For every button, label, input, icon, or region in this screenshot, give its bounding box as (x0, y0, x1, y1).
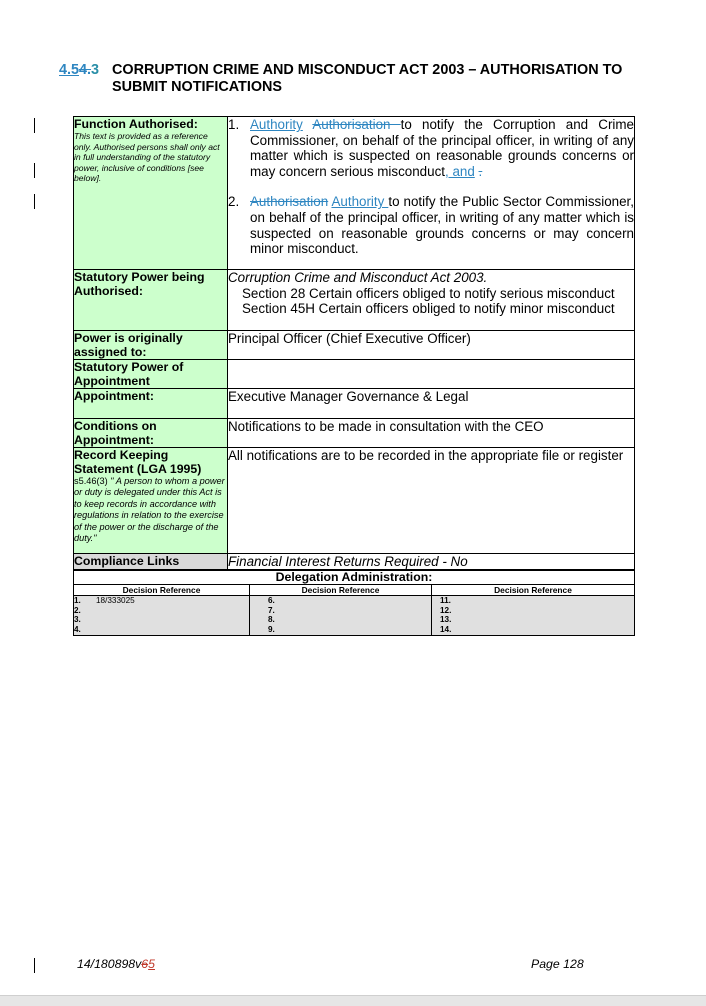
label-cell: Function Authorised: This text is provided as a reference only. Authorised persons shall only act in full understanding of the statutory power, inclusive of conditions [see below]. (74, 117, 228, 270)
page-bottom-strip (0, 995, 706, 1006)
row-statutory-power (74, 270, 635, 331)
change-bar (34, 118, 35, 133)
decision-column (432, 596, 635, 636)
admin-title: Delegation Administration: (74, 571, 635, 585)
list-item: 4. (74, 624, 81, 634)
list-item: 1. Authority Authorisation to notify the Corruption and Crime Commissioner, on behalf of the principal officer, in writing of any matter which is suspected on reasonable grounds concerns or may concern serious misconduct, and . (228, 117, 634, 179)
section-heading (59, 62, 649, 96)
row-appointment (74, 389, 635, 419)
label-cell: Power is originally assigned to: (74, 331, 228, 360)
decision-reference-header: Decision Reference (250, 585, 432, 596)
list-item: 1. 18/333025 (74, 596, 135, 605)
label-cell: Conditions on Appointment: (74, 419, 228, 448)
value-cell: Financial Interest Returns Required - No (228, 554, 635, 570)
section-number: 4.54.3 (59, 62, 100, 78)
label-cell: Compliance Links (74, 554, 228, 570)
list-item: 2. (74, 605, 81, 615)
decision-reference-header: Decision Reference (74, 585, 250, 596)
decision-column (74, 596, 250, 636)
value-cell: Principal Officer (Chief Executive Officer) (228, 331, 635, 360)
row-statutory-appointment (74, 360, 635, 389)
list-item: 3. (74, 615, 81, 625)
heading-line-2: SUBMIT NOTIFICATIONS (112, 79, 283, 95)
change-bar (34, 958, 35, 973)
decision-reference-header: Decision Reference (432, 585, 635, 596)
list-item: 11. (440, 596, 451, 605)
delegation-admin-table (73, 570, 635, 636)
row-function-authorised (74, 117, 635, 270)
list-item: 13. (440, 615, 452, 625)
value-cell (228, 360, 635, 389)
row-record-keeping (74, 448, 635, 554)
list-item: 8. (268, 615, 275, 625)
delegation-table (73, 116, 635, 570)
list-item: 6. (268, 596, 275, 605)
value-cell: Notifications to be made in consultation with the CEO (228, 419, 635, 448)
footer-doc-ref: 14/180898v65 (77, 957, 155, 971)
label-cell: Record Keeping Statement (LGA 1995) s5.46(3) " A person to whom a power or duty is delegated under this Act is to keep records in accordance with regulations in relation to the exercise of the power or the discharge of the duty." (74, 448, 228, 554)
list-item: 12. (440, 605, 452, 615)
list-item: 14. (440, 624, 452, 634)
list-item: 9. (268, 624, 275, 634)
heading-line-1: CORRUPTION CRIME AND MISCONDUCT ACT 2003 – AUTHORISATION TO (112, 62, 623, 78)
row-power-assigned (74, 331, 635, 360)
change-bar (34, 163, 35, 178)
decision-column (250, 596, 432, 636)
value-cell (228, 117, 635, 270)
list-item: 2. Authorisation Authority to notify the Public Sector Commissioner, on behalf of the principal officer, in writing of any matter which is suspected on reasonable grounds concerns or may concern minor misconduct. (228, 194, 634, 257)
row-compliance (74, 554, 635, 570)
value-cell: Corruption Crime and Misconduct Act 2003. Section 28 Certain officers obliged to notify serious misconduct Section 45H Certain officers obliged to notify minor misconduct (228, 270, 635, 331)
label-cell: Appointment: (74, 389, 228, 419)
change-bar (34, 194, 35, 209)
label-cell: Statutory Power being Authorised: (74, 270, 228, 331)
value-cell: Executive Manager Governance & Legal (228, 389, 635, 419)
label-cell: Statutory Power of Appointment (74, 360, 228, 389)
footer-page-number: Page 128 (531, 957, 584, 971)
value-cell: All notifications are to be recorded in the appropriate file or register (228, 448, 635, 554)
list-item: 7. (268, 605, 275, 615)
row-conditions (74, 419, 635, 448)
